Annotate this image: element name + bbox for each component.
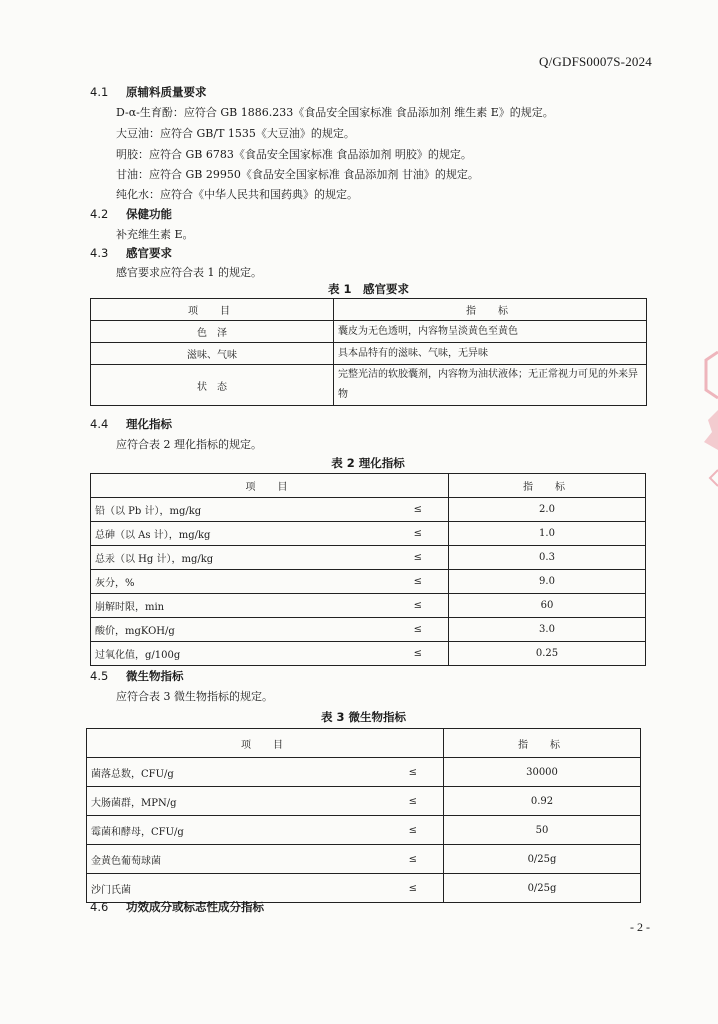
section-title: 感官要求 — [126, 246, 172, 260]
section-text: 应符合表 3 微生物指标的规定。 — [116, 690, 273, 703]
table-3-caption: 表 3 微生物指标 — [320, 710, 406, 724]
le-sign: ≤ — [364, 546, 448, 570]
section-title: 微生物指标 — [126, 669, 184, 683]
header-spec: 指 标 — [334, 299, 647, 321]
le-sign: ≤ — [364, 642, 448, 666]
le-sign: ≤ — [344, 787, 443, 816]
section-title: 功效成分或标志性成分指标 — [126, 900, 264, 914]
section-title: 原辅料质量要求 — [126, 85, 207, 99]
table-header-row — [91, 474, 646, 498]
table-row — [91, 642, 646, 666]
value-cell: 3.0 — [449, 618, 646, 642]
section-number: 4.5 — [90, 669, 109, 683]
table-row — [87, 816, 641, 845]
item-cell: 酸价，mgKOH/g — [91, 618, 365, 642]
value-cell: 0.3 — [449, 546, 646, 570]
section-4-6-heading — [90, 899, 264, 915]
value-cell: 1.0 — [449, 522, 646, 546]
value-cell: 0/25g — [444, 874, 641, 903]
seal-fragment — [698, 350, 718, 500]
req-line: 大豆油：应符合 GB/T 1535《大豆油》的规定。 — [116, 127, 355, 140]
value-cell: 30000 — [444, 758, 641, 787]
page-number: - 2 - — [630, 920, 650, 934]
req-line: 甘油：应符合 GB 29950《食品安全国家标准 食品添加剂 甘油》的规定。 — [116, 168, 479, 181]
value-cell: 9.0 — [449, 570, 646, 594]
le-sign: ≤ — [364, 570, 448, 594]
section-4-3-heading — [90, 245, 172, 261]
value-cell: 0/25g — [444, 845, 641, 874]
le-sign: ≤ — [344, 874, 443, 903]
item-cell: 崩解时限，min — [91, 594, 365, 618]
req-line: 纯化水：应符合《中华人民共和国药典》的规定。 — [116, 188, 358, 201]
item-cell: 金黄色葡萄球菌 — [87, 845, 345, 874]
spec-cell: 具本品特有的滋味、气味，无异味 — [334, 343, 647, 365]
table-row — [91, 570, 646, 594]
section-text: 应符合表 2 理化指标的规定。 — [116, 438, 262, 451]
section-number: 4.4 — [90, 417, 109, 431]
item-cell: 色 泽 — [91, 321, 334, 343]
section-4-4-heading — [90, 416, 172, 432]
item-cell: 滋味、气味 — [91, 343, 334, 365]
item-cell: 霉菌和酵母，CFU/g — [87, 816, 345, 845]
item-cell: 过氧化值，g/100g — [91, 642, 365, 666]
req-line: 明胶：应符合 GB 6783《食品安全国家标准 食品添加剂 明胶》的规定。 — [116, 148, 472, 161]
section-text: 感官要求应符合表 1 的规定。 — [116, 266, 262, 279]
micro-table — [86, 728, 641, 903]
spec-cell: 完整光洁的软胶囊剂，内容物为油状液体；无正常视力可见的外来异物 — [334, 365, 647, 406]
value-cell: 2.0 — [449, 498, 646, 522]
le-sign: ≤ — [344, 845, 443, 874]
section-4-2-heading — [90, 206, 172, 222]
value-cell: 0.25 — [449, 642, 646, 666]
section-number: 4.1 — [90, 85, 109, 99]
sensory-table — [90, 298, 647, 406]
header-item: 项 目 — [87, 729, 444, 758]
item-cell: 铅（以 Pb 计），mg/kg — [91, 498, 365, 522]
le-sign: ≤ — [344, 758, 443, 787]
le-sign: ≤ — [364, 594, 448, 618]
header-spec: 指 标 — [449, 474, 646, 498]
header-spec: 指 标 — [444, 729, 641, 758]
table-row — [91, 343, 647, 365]
header-item: 项 目 — [91, 299, 334, 321]
table-row — [91, 546, 646, 570]
table-row — [91, 498, 646, 522]
item-cell: 灰分，% — [91, 570, 365, 594]
table-header-row — [87, 729, 641, 758]
table-1-caption: 表 1 感官要求 — [327, 282, 409, 296]
section-number: 4.2 — [90, 207, 109, 221]
table-header-row — [91, 299, 647, 321]
req-line: D-α-生育酚：应符合 GB 1886.233《食品安全国家标准 食品添加剂 维生素 E》的规定。 — [116, 106, 554, 119]
item-cell: 总汞（以 Hg 计），mg/kg — [91, 546, 365, 570]
le-sign: ≤ — [364, 618, 448, 642]
value-cell: 60 — [449, 594, 646, 618]
section-number: 4.3 — [90, 246, 109, 260]
le-sign: ≤ — [344, 816, 443, 845]
table-row — [91, 522, 646, 546]
item-cell: 大肠菌群，MPN/g — [87, 787, 345, 816]
table-row — [91, 365, 647, 406]
section-4-5-heading — [90, 668, 184, 684]
section-title: 保健功能 — [126, 207, 172, 221]
section-text: 补充维生素 E。 — [116, 228, 194, 241]
header-item: 项 目 — [91, 474, 449, 498]
item-cell: 菌落总数，CFU/g — [87, 758, 345, 787]
item-cell: 沙门氏菌 — [87, 874, 345, 903]
table-row — [91, 594, 646, 618]
le-sign: ≤ — [364, 498, 448, 522]
item-cell: 总砷（以 As 计），mg/kg — [91, 522, 365, 546]
table-row — [87, 758, 641, 787]
item-cell: 状 态 — [91, 365, 334, 406]
value-cell: 50 — [444, 816, 641, 845]
table-row — [91, 321, 647, 343]
value-cell: 0.92 — [444, 787, 641, 816]
spec-cell: 囊皮为无色透明，内容物呈淡黄色至黄色 — [334, 321, 647, 343]
table-2-caption: 表 2 理化指标 — [331, 456, 405, 470]
le-sign: ≤ — [364, 522, 448, 546]
table-row — [91, 618, 646, 642]
section-4-1-heading — [90, 84, 207, 100]
physchem-table — [90, 473, 646, 666]
section-number: 4.6 — [90, 900, 109, 914]
document-number: Q/GDFS0007S-2024 — [539, 54, 652, 69]
table-row — [87, 845, 641, 874]
table-row — [87, 787, 641, 816]
section-title: 理化指标 — [126, 417, 172, 431]
